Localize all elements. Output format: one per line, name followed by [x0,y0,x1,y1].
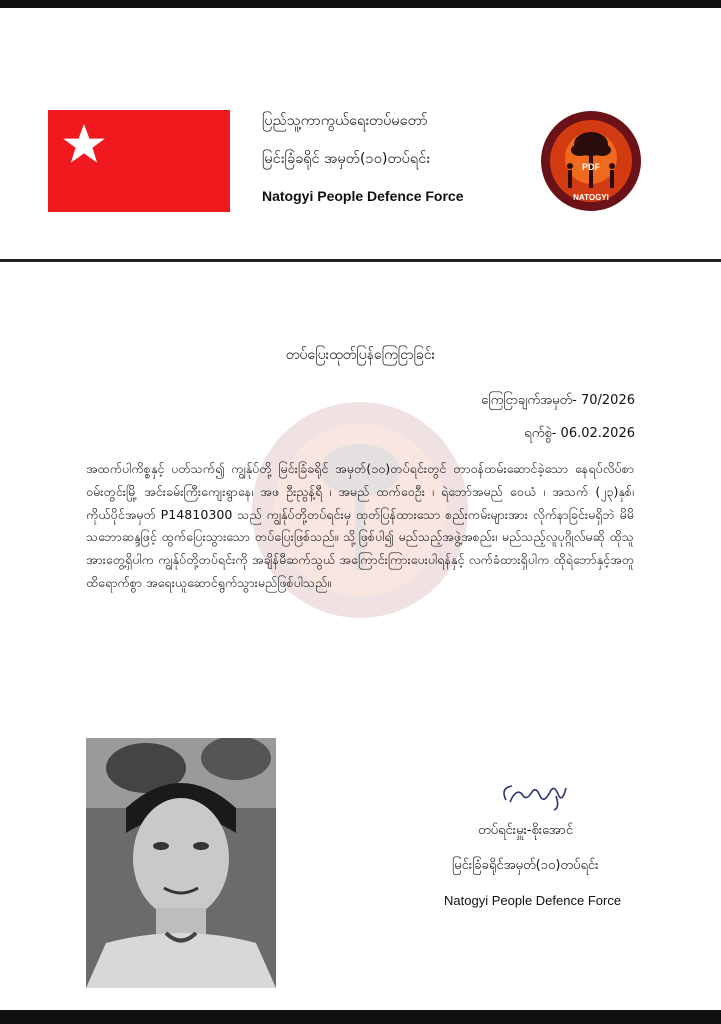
announcement-body: အထက်ပါကိစ္စနှင့် ပတ်သက်၍ ကျွန်ုပ်တို့ မြင်းခြံခရိုင် အမှတ်(၁၀)တပ်ရင်းတွင် တာဝန်ထမ်းဆောင်ခဲ့သော နေရပ်လိပ်စာ ဝမ်းတွင်းမြို့ အင်းခမ်းကြီးကျေးရွာနေ၊ အဖ ဦးညွန့်ရီ ၊ အမည် ထက်ဝေဦး ၊ ရဲဘော်အမည် ဝေယံ ၊ အသက် (၂၃)နှစ်၊ ကိုယ်ပိုင်အမှတ် P14810300 သည် ကျွန်ုပ်တို့တပ်ရင်းမှ ထုတ်ပြန်ထားသော စည်းကမ်းများအား လိုက်နာခြင်းမရှိဘဲ မိမိသဘောဆန္ဒဖြင့် ထွက်ပြေးသွားသော တပ်ပြေးဖြစ်သည်။ သို့ဖြစ်ပါ၍ မည်သည့်အဖွဲ့အစည်း၊ မည်သည့်လူပုဂ္ဂိုလ်မဆို ထိုသူအားတွေ့ရှိပါက ကျွန်ုပ်တို့တပ်ရင်းကို အချိန်မီဆက်သွယ် အကြောင်းကြားပေးပါရန်နှင့် လက်ခံထားရှိပါက ထိုရဲဘော်နှင့်အတူ ထိရောက်စွာ အရေးယူဆောင်ရွက်သွားမည်ဖြစ်ပါသည်။ [86,461,634,590]
header-divider [0,259,721,262]
flag-image [48,110,230,212]
battalion-name: မြင်းခြံခရိုင် အမှတ်(၁၀)တပ်ရင်း [262,151,430,167]
deserter-photo [86,738,276,988]
announcement-number: ကြေငြာချက်အမှတ်- 70/2026 [481,393,635,408]
pdf-logo [540,110,642,212]
signatory-org: Natogyi People Defence Force [444,893,622,908]
org-name-english: Natogyi People Defence Force [262,188,464,204]
document-title: တပ်ပြေးထုတ်ပြန်ကြေငြာခြင်း [285,347,436,363]
document-date: ရက်စွဲ- 06.02.2026 [524,426,635,441]
logo-top-text: PDF [582,162,600,172]
signature-image [496,778,576,814]
signatory-unit: မြင်းခြံခရိုင်အမှတ်(၁၀)တပ်ရင်း [452,858,599,873]
commander-name: တပ်ရင်းမှူး-စိုးအောင် [478,823,574,838]
star-icon [62,122,106,166]
org-name-myanmar: ပြည်သူ့ကာကွယ်ရေးတပ်မတော် [262,113,428,129]
bottom-border [0,1010,721,1024]
top-border [0,0,721,8]
logo-bottom-text: NATOGYI [573,193,609,202]
